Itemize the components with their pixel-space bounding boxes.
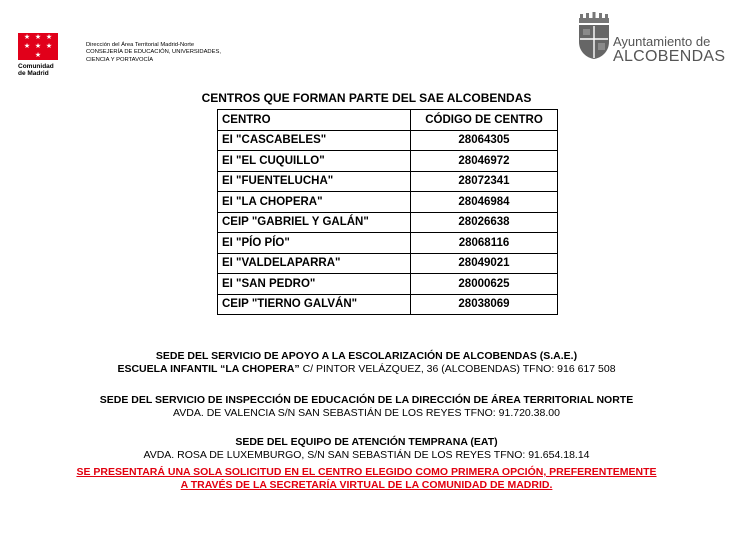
star-icon: ★ [45,42,53,50]
centers-table [217,109,558,315]
center-name: EI "CASCABELES" [218,130,411,151]
table-row [218,151,558,172]
table-row [218,212,558,233]
notice-line1: SE PRESENTARÁ UNA SOLA SOLICITUD EN EL CENTRO ELEGIDO COMO PRIMERA OPCIÓN, PREFERENTEMENTE [76,466,657,478]
column-header-centro: CENTRO [218,110,411,131]
table-title: CENTROS QUE FORMAN PARTE DEL SAE ALCOBENDAS [201,91,532,105]
table-row [218,171,558,192]
sae-title: SEDE DEL SERVICIO DE APOYO A LA ESCOLARIZACIÓN DE ALCOBENDAS (S.A.E.) [155,350,578,362]
center-code: 28064305 [411,130,558,151]
center-code: 28026638 [411,212,558,233]
table-row [218,192,558,213]
center-code: 28038069 [411,294,558,315]
notice-line2: A TRAVÉS DE LA SECRETARÍA VIRTUAL DE LA COMUNIDAD DE MADRID. [180,479,553,491]
department-line1: Dirección del Área Territorial Madrid-Norte [86,42,195,48]
eat-title: SEDE DEL EQUIPO DE ATENCIÓN TEMPRANA (EAT) [235,436,498,448]
inspection-info [0,394,733,420]
sae-info [0,350,733,376]
star-icon: ★ [34,51,42,59]
sae-school: ESCUELA INFANTIL “LA CHOPERA” [117,363,300,375]
city-name-line2: ALCOBENDAS [613,48,726,65]
center-name: EI "SAN PEDRO" [218,274,411,295]
region-name-line1: Comunidad [18,63,54,70]
inspection-title: SEDE DEL SERVICIO DE INSPECCIÓN DE EDUCACIÓN DE LA DIRECCIÓN DE ÁREA TERRITORIAL NORTE [99,394,634,406]
city-name-line1: Ayuntamiento de [613,34,711,49]
department-line2: CONSEJERÍA DE EDUCACIÓN, UNIVERSIDADES, [86,49,221,56]
center-code: 28072341 [411,171,558,192]
star-icon: ★ [34,42,42,50]
department-info [86,42,221,64]
table-row [218,294,558,315]
center-name: EI "PÍO PÍO" [218,233,411,254]
center-name: CEIP "TIERNO GALVÁN" [218,294,411,315]
center-name: EI "VALDELAPARRA" [218,253,411,274]
coat-of-arms-icon [576,12,612,60]
center-name: EI "EL CUQUILLO" [218,151,411,172]
inspection-address: AVDA. DE VALENCIA S/N SAN SEBASTIÁN DE LOS REYES TFNO: 91.720.38.00 [173,407,560,419]
region-name-line2: de Madrid [18,70,49,77]
table-header-row [218,110,558,131]
table-row [218,233,558,254]
center-code: 28046984 [411,192,558,213]
department-line3: CIENCIA Y PORTAVOCÍA [86,56,154,63]
center-code: 28000625 [411,274,558,295]
ayuntamiento-alcobendas-logo [576,12,726,65]
sae-address: C/ PINTOR VELÁZQUEZ, 36 (ALCOBENDAS) TFNO: 916 617 508 [299,363,616,375]
center-code: 28068116 [411,233,558,254]
sae-address-line [0,363,733,376]
star-icon: ★ [45,33,53,41]
madrid-flag-icon [18,33,58,60]
notice [0,466,733,492]
column-header-codigo: CÓDIGO DE CENTRO [411,110,558,131]
center-name: CEIP "GABRIEL Y GALÁN" [218,212,411,233]
center-code: 28046972 [411,151,558,172]
star-icon: ★ [23,42,31,50]
region-name [18,63,62,77]
center-name: EI "LA CHOPERA" [218,192,411,213]
table-row [218,130,558,151]
eat-address: AVDA. ROSA DE LUXEMBURGO, S/N SAN SEBASTIÁN DE LOS REYES TFNO: 91.654.18.14 [143,449,590,461]
center-code: 28049021 [411,253,558,274]
table-row [218,274,558,295]
eat-info [0,436,733,462]
star-icon: ★ [34,33,42,41]
star-icon: ★ [23,33,31,41]
comunidad-de-madrid-logo [18,33,62,77]
center-name: EI "FUENTELUCHA" [218,171,411,192]
table-row [218,253,558,274]
